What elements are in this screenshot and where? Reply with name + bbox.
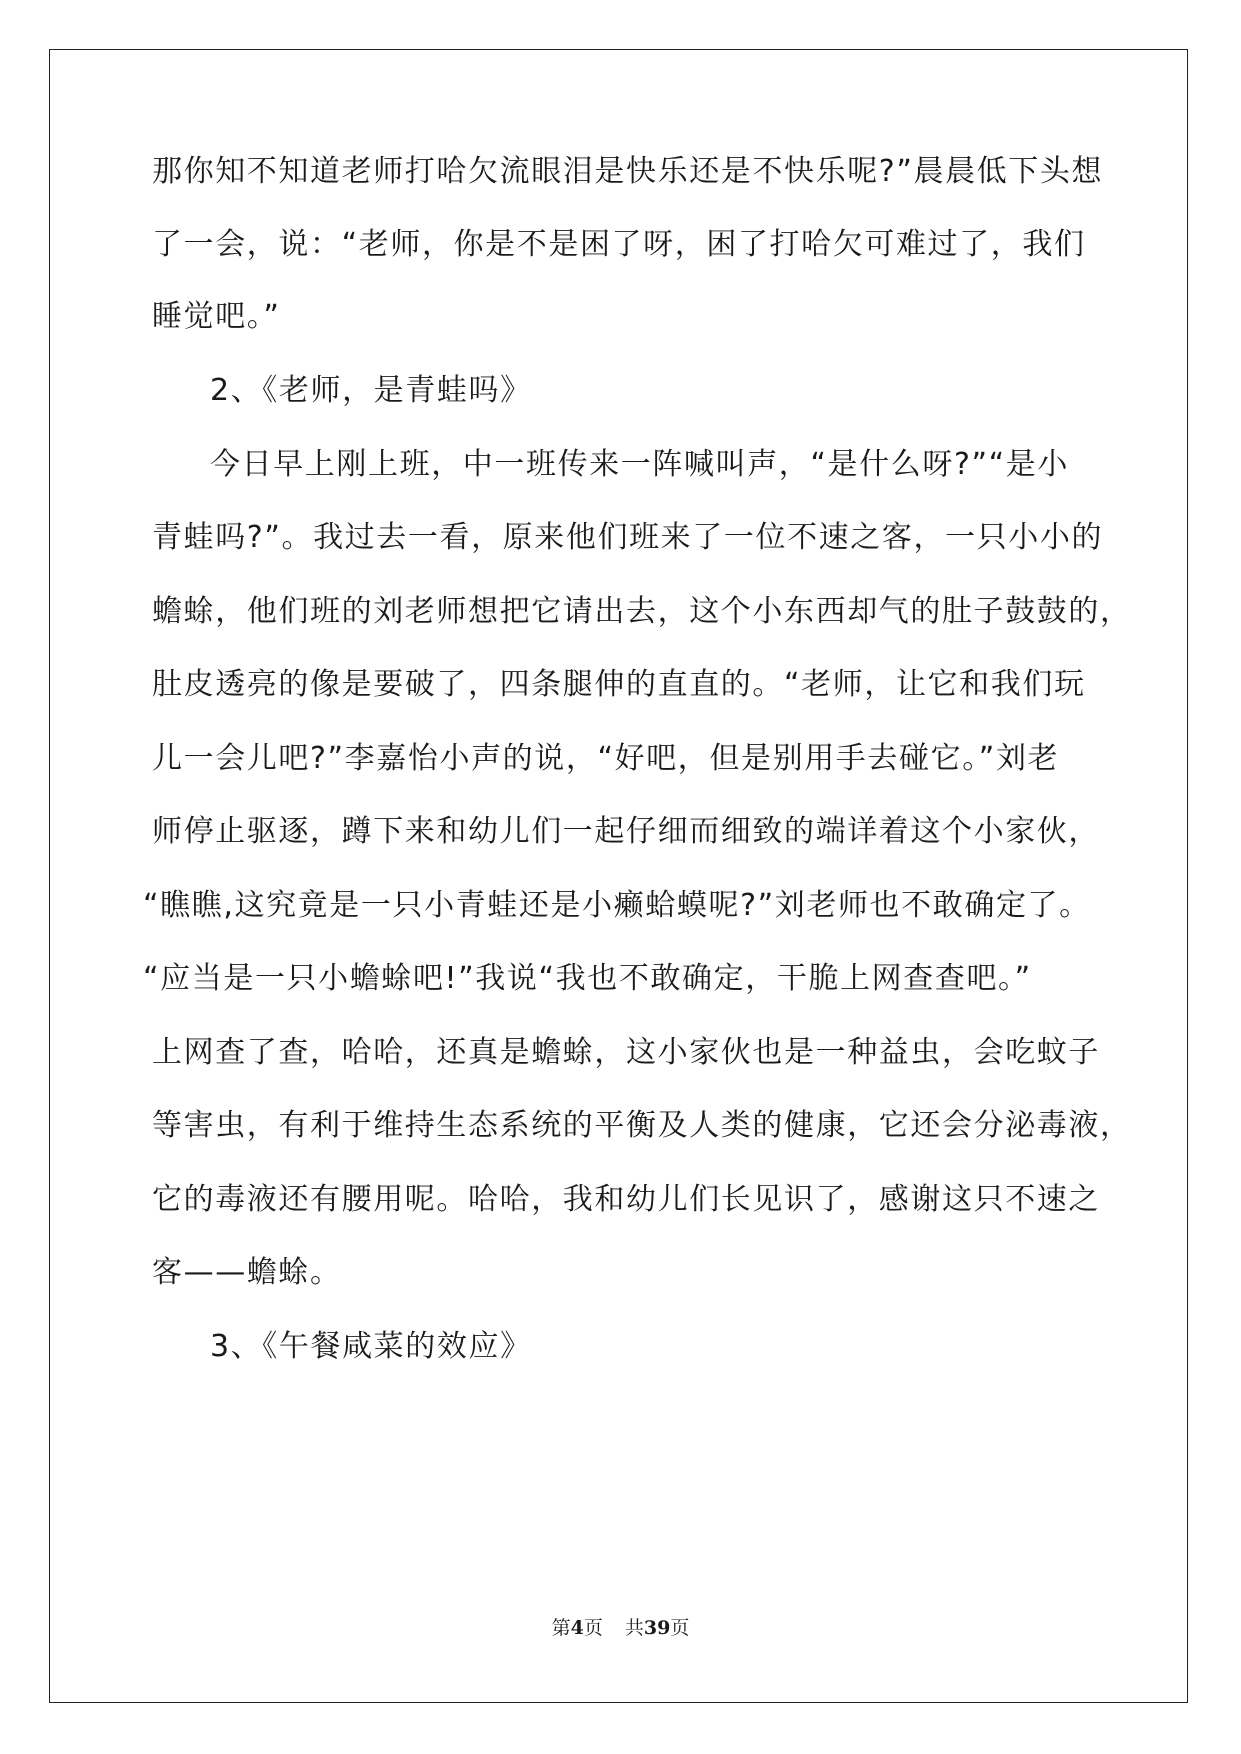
body-line: 那你知不知道老师打哈欠流眼泪是快乐还是不快乐呢?”晨晨低下头想: [152, 154, 1104, 189]
body-line: 肚皮透亮的像是要破了，四条腿伸的直直的。“老师，让它和我们玩: [152, 667, 1086, 702]
section-heading: 3、《午餐咸菜的效应》: [210, 1329, 532, 1364]
footer-total-prefix: 共: [624, 1617, 644, 1639]
section-heading: 2、《老师，是青蛙吗》: [210, 373, 532, 408]
body-line: 儿一会儿吧?”李嘉怡小声的说，“好吧，但是别用手去碰它。”刘老: [152, 741, 1060, 776]
footer-page-number: 4: [570, 1617, 584, 1639]
body-line: 蟾蜍，他们班的刘老师想把它请出去，这个小东西却气的肚子鼓鼓的，: [152, 594, 1132, 629]
body-line: 它的毒液还有腰用呢。哈哈，我和幼儿们长见识了，感谢这只不速之: [152, 1182, 1100, 1217]
body-line: 青蛙吗?”。我过去一看，原来他们班来了一位不速之客，一只小小的: [152, 520, 1104, 555]
body-line: 师停止驱逐，蹲下来和幼儿们一起仔细而细致的端详着这个小家伙，: [152, 814, 1100, 849]
footer-page-suffix: 页: [583, 1617, 603, 1639]
body-line: 等害虫，有利于维持生态系统的平衡及人类的健康，它还会分泌毒液，: [152, 1108, 1132, 1143]
body-line: 了一会，说：“老师，你是不是困了呀，困了打哈欠可难过了，我们: [152, 227, 1086, 262]
footer-total-suffix: 页: [670, 1617, 690, 1639]
body-line: 今日早上刚上班，中一班传来一阵喊叫声，“是什么呀?”“是小: [210, 447, 1069, 482]
body-line: “应当是一只小蟾蜍吧!”我说“我也不敢确定，干脆上网查查吧。”: [143, 961, 1032, 996]
body-line: 上网查了查，哈哈，还真是蟾蜍，这小家伙也是一种益虫，会吃蚊子: [152, 1035, 1100, 1070]
footer-page-prefix: 第: [551, 1617, 571, 1639]
body-line: 客——蟾蜍。: [152, 1255, 342, 1290]
page-footer: [0, 1613, 1241, 1640]
footer-total-pages: 39: [643, 1617, 671, 1639]
body-line: 睡觉吧。”: [152, 299, 281, 334]
body-line: “瞧瞧,这究竟是一只小青蛙还是小癞蛤蟆呢?”刘老师也不敢确定了。: [143, 888, 1091, 923]
